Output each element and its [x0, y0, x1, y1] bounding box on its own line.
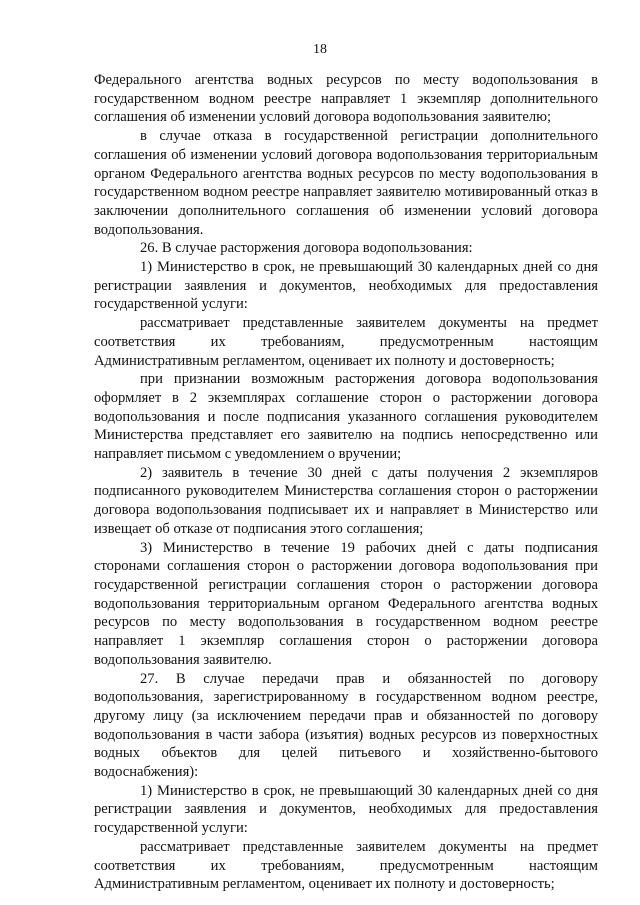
paragraph: рассматривает представленные заявителем документы на предмет соответствия их требованиям, предусмотренным настоящим Административным регламентом, оценивает их полноту и достоверность;: [94, 838, 598, 893]
paragraph: 26. В случае расторжения договора водопользования:: [140, 240, 473, 257]
paragraph-continuation: Федерального агентства водных ресурсов по месту водопользования в государственном водном реестре направляет 1 экземпляр дополнительного соглашения об изменении условий договора водопользования заявителю;: [94, 72, 598, 126]
paragraph: 1) Министерство в срок, не превышающий 30 календарных дней со дня регистрации заявления и документов, необходимых для предоставления государственной услуги:: [94, 782, 598, 837]
paragraph: рассматривает представленные заявителем документы на предмет соответствия их требованиям, предусмотренным настоящим Административным регламентом, оценивает их полноту и достоверность;: [94, 315, 598, 369]
paragraph: 1) Министерство в срок, не превышающий 30 календарных дней со дня регистрации заявления и документов, необходимых для предоставления государственной услуги:: [94, 259, 598, 313]
paragraph: в случае отказа в государственной регистрации дополнительного соглашения об изменении условий договора водопользования территориальным органом Федерального агентства водных ресурсов по месту водопользования в государственном водном реестре направляет заявителю мотивированный отказ в заключении дополнительного соглашения об изменении условий договора водопользования.: [94, 128, 598, 238]
paragraph: 2) заявитель в течение 30 дней с даты получения 2 экземпляров подписанного руководителем Министерства соглашения сторон о расторжении договора водопользования подписывает их и направляет в Министерство или извещает об отказе от подписания этого соглашения;: [94, 464, 598, 537]
paragraph: 27. В случае передачи прав и обязанностей по договору водопользования, зарегистрированному в государственном водном реестре, другому лицу (за исключением передачи прав и обязанностей по договору водопользования в части забора (изъятия) водных ресурсов из поверхностных водных объектов для целей питьевого и хозяйственно-бытового водоснабжения):: [94, 670, 598, 781]
document-body: [94, 71, 598, 894]
page-number: 18: [313, 42, 327, 57]
paragraph: 3) Министерство в течение 19 рабочих дней с даты подписания сторонами соглашения сторон о расторжении договора водопользования при государственной регистрации соглашения сторон о расторжении договора водопользования территориальным органом Федерального агентства водных ресурсов по месту водопользования в государственном водном реестре направляет 1 экземпляр соглашения сторон о расторжении договора водопользования заявителю.: [94, 539, 598, 668]
paragraph: при признании возможным расторжения договора водопользования оформляет в 2 экземплярах соглашение сторон о расторжении договора водопользования и после подписания указанного соглашения руководителем Министерства представляет его заявителю на подпись непосредственно или направляет письмом с уведомлением о вручении;: [94, 371, 598, 463]
